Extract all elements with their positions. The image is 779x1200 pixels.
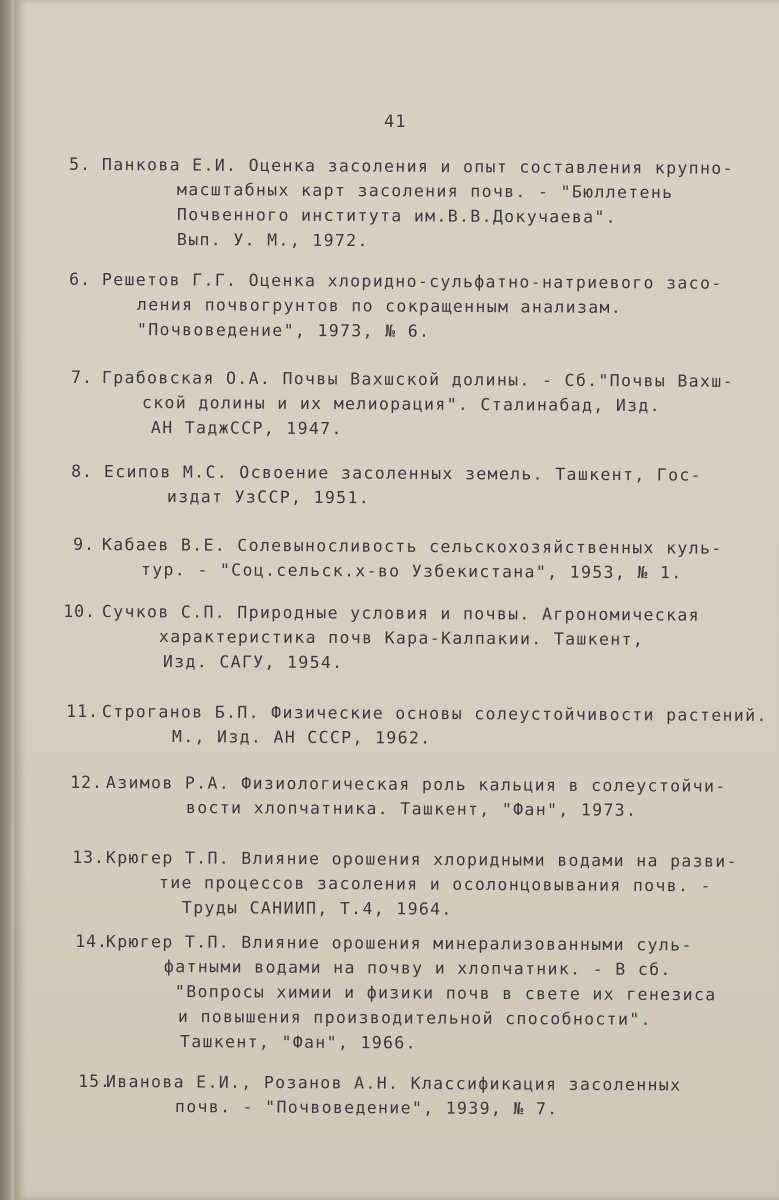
reference-line: характеристика почв Кара-Калпакии. Ташкент, bbox=[158, 627, 645, 649]
reference-line: Изд. САГУ, 1954. bbox=[162, 652, 344, 673]
reference-number: 5. bbox=[69, 155, 91, 174]
reference-line: ской долины и их мелиорация". Сталинабад, Изд. bbox=[141, 393, 662, 416]
reference-line: Ташкент, "Фан", 1966. bbox=[179, 1032, 417, 1053]
reference-line: тур. - "Соц.сельск.х-во Узбекистана", 1953, № 1. bbox=[140, 560, 683, 583]
reference-line: "Вопросы химии и физики почв в свете их генезиса bbox=[174, 982, 717, 1005]
reference-line: Иванова Е.И., Розанов А.Н. Классификация засоленных bbox=[105, 1072, 682, 1095]
reference-line: Вып. У. М., 1972. bbox=[176, 230, 369, 251]
reference-number: 14. bbox=[75, 932, 108, 951]
reference-line: фатными водами на почву и хлопчатник. - В сб. bbox=[163, 957, 672, 980]
reference-number: 13. bbox=[72, 848, 105, 867]
page-number: 41 bbox=[384, 112, 407, 132]
reference-number: 12. bbox=[70, 773, 103, 792]
reference-line: Панкова Е.И. Оценка засоления и опыт составления крупно- bbox=[101, 155, 734, 178]
reference-number: 7. bbox=[71, 368, 93, 387]
reference-line: ления почвогрунтов по сокращенным анализам. bbox=[136, 295, 623, 317]
reference-number: 8. bbox=[71, 462, 93, 481]
reference-line: почв. - "Почвоведение", 1939, № 7. bbox=[174, 1097, 559, 1119]
reference-line: Почвенного института им.В.В.Докучаева". bbox=[176, 205, 618, 227]
reference-line: Сучков С.П. Природные условия и почвы. Агрономическая bbox=[101, 602, 701, 625]
reference-line: Крюгер Т.П. Влияние орошения хлоридными водами на разви- bbox=[105, 848, 738, 871]
reference-number: 15. bbox=[78, 1072, 111, 1091]
reference-line: Есипов М.С. Освоение засоленных земель. Ташкент, Гос- bbox=[103, 462, 703, 485]
reference-line: Труды САНИИП, Т.4, 1964. bbox=[181, 898, 453, 919]
reference-line: вости хлопчатника. Ташкент, "Фан", 1973. bbox=[185, 798, 638, 820]
reference-line: и повышения производительной способности". bbox=[177, 1007, 652, 1029]
reference-line: Крюгер Т.П. Влияние орошения минерализованными суль- bbox=[105, 932, 693, 955]
typewritten-page bbox=[14, 0, 779, 1200]
reference-line: Решетов Г.Г. Оценка хлоридно-сульфатно-натриевого засо- bbox=[101, 270, 723, 293]
reference-number: 9. bbox=[73, 535, 95, 554]
reference-line: АН ТаджССР, 1947. bbox=[150, 418, 343, 439]
reference-line: Грабовская О.А. Почвы Вахшской долины. - Сб."Почвы Вахш- bbox=[101, 368, 734, 391]
reference-line: масштабных карт засоления почв. - "Бюллетень bbox=[176, 180, 674, 203]
reference-line: тие процессов засоления и осолонцовывания почв. - bbox=[158, 873, 712, 896]
reference-line: Азимов Р.А. Физиологическая роль кальция в солеустойчи- bbox=[105, 773, 727, 796]
reference-line: Кабаев В.Е. Солевыносливость сельскохозяйственных куль- bbox=[101, 535, 723, 558]
reference-line: М., Изд. АН СССР, 1962. bbox=[171, 727, 432, 748]
reference-line: Строганов Б.П. Физические основы солеустойчивости растений. bbox=[101, 702, 768, 726]
reference-number: 6. bbox=[69, 270, 91, 289]
reference-line: "Почвоведение", 1973, № 6. bbox=[136, 320, 431, 341]
reference-number: 11. bbox=[66, 702, 99, 721]
reference-line: издат УзССР, 1951. bbox=[166, 487, 371, 508]
reference-number: 10. bbox=[63, 602, 96, 621]
